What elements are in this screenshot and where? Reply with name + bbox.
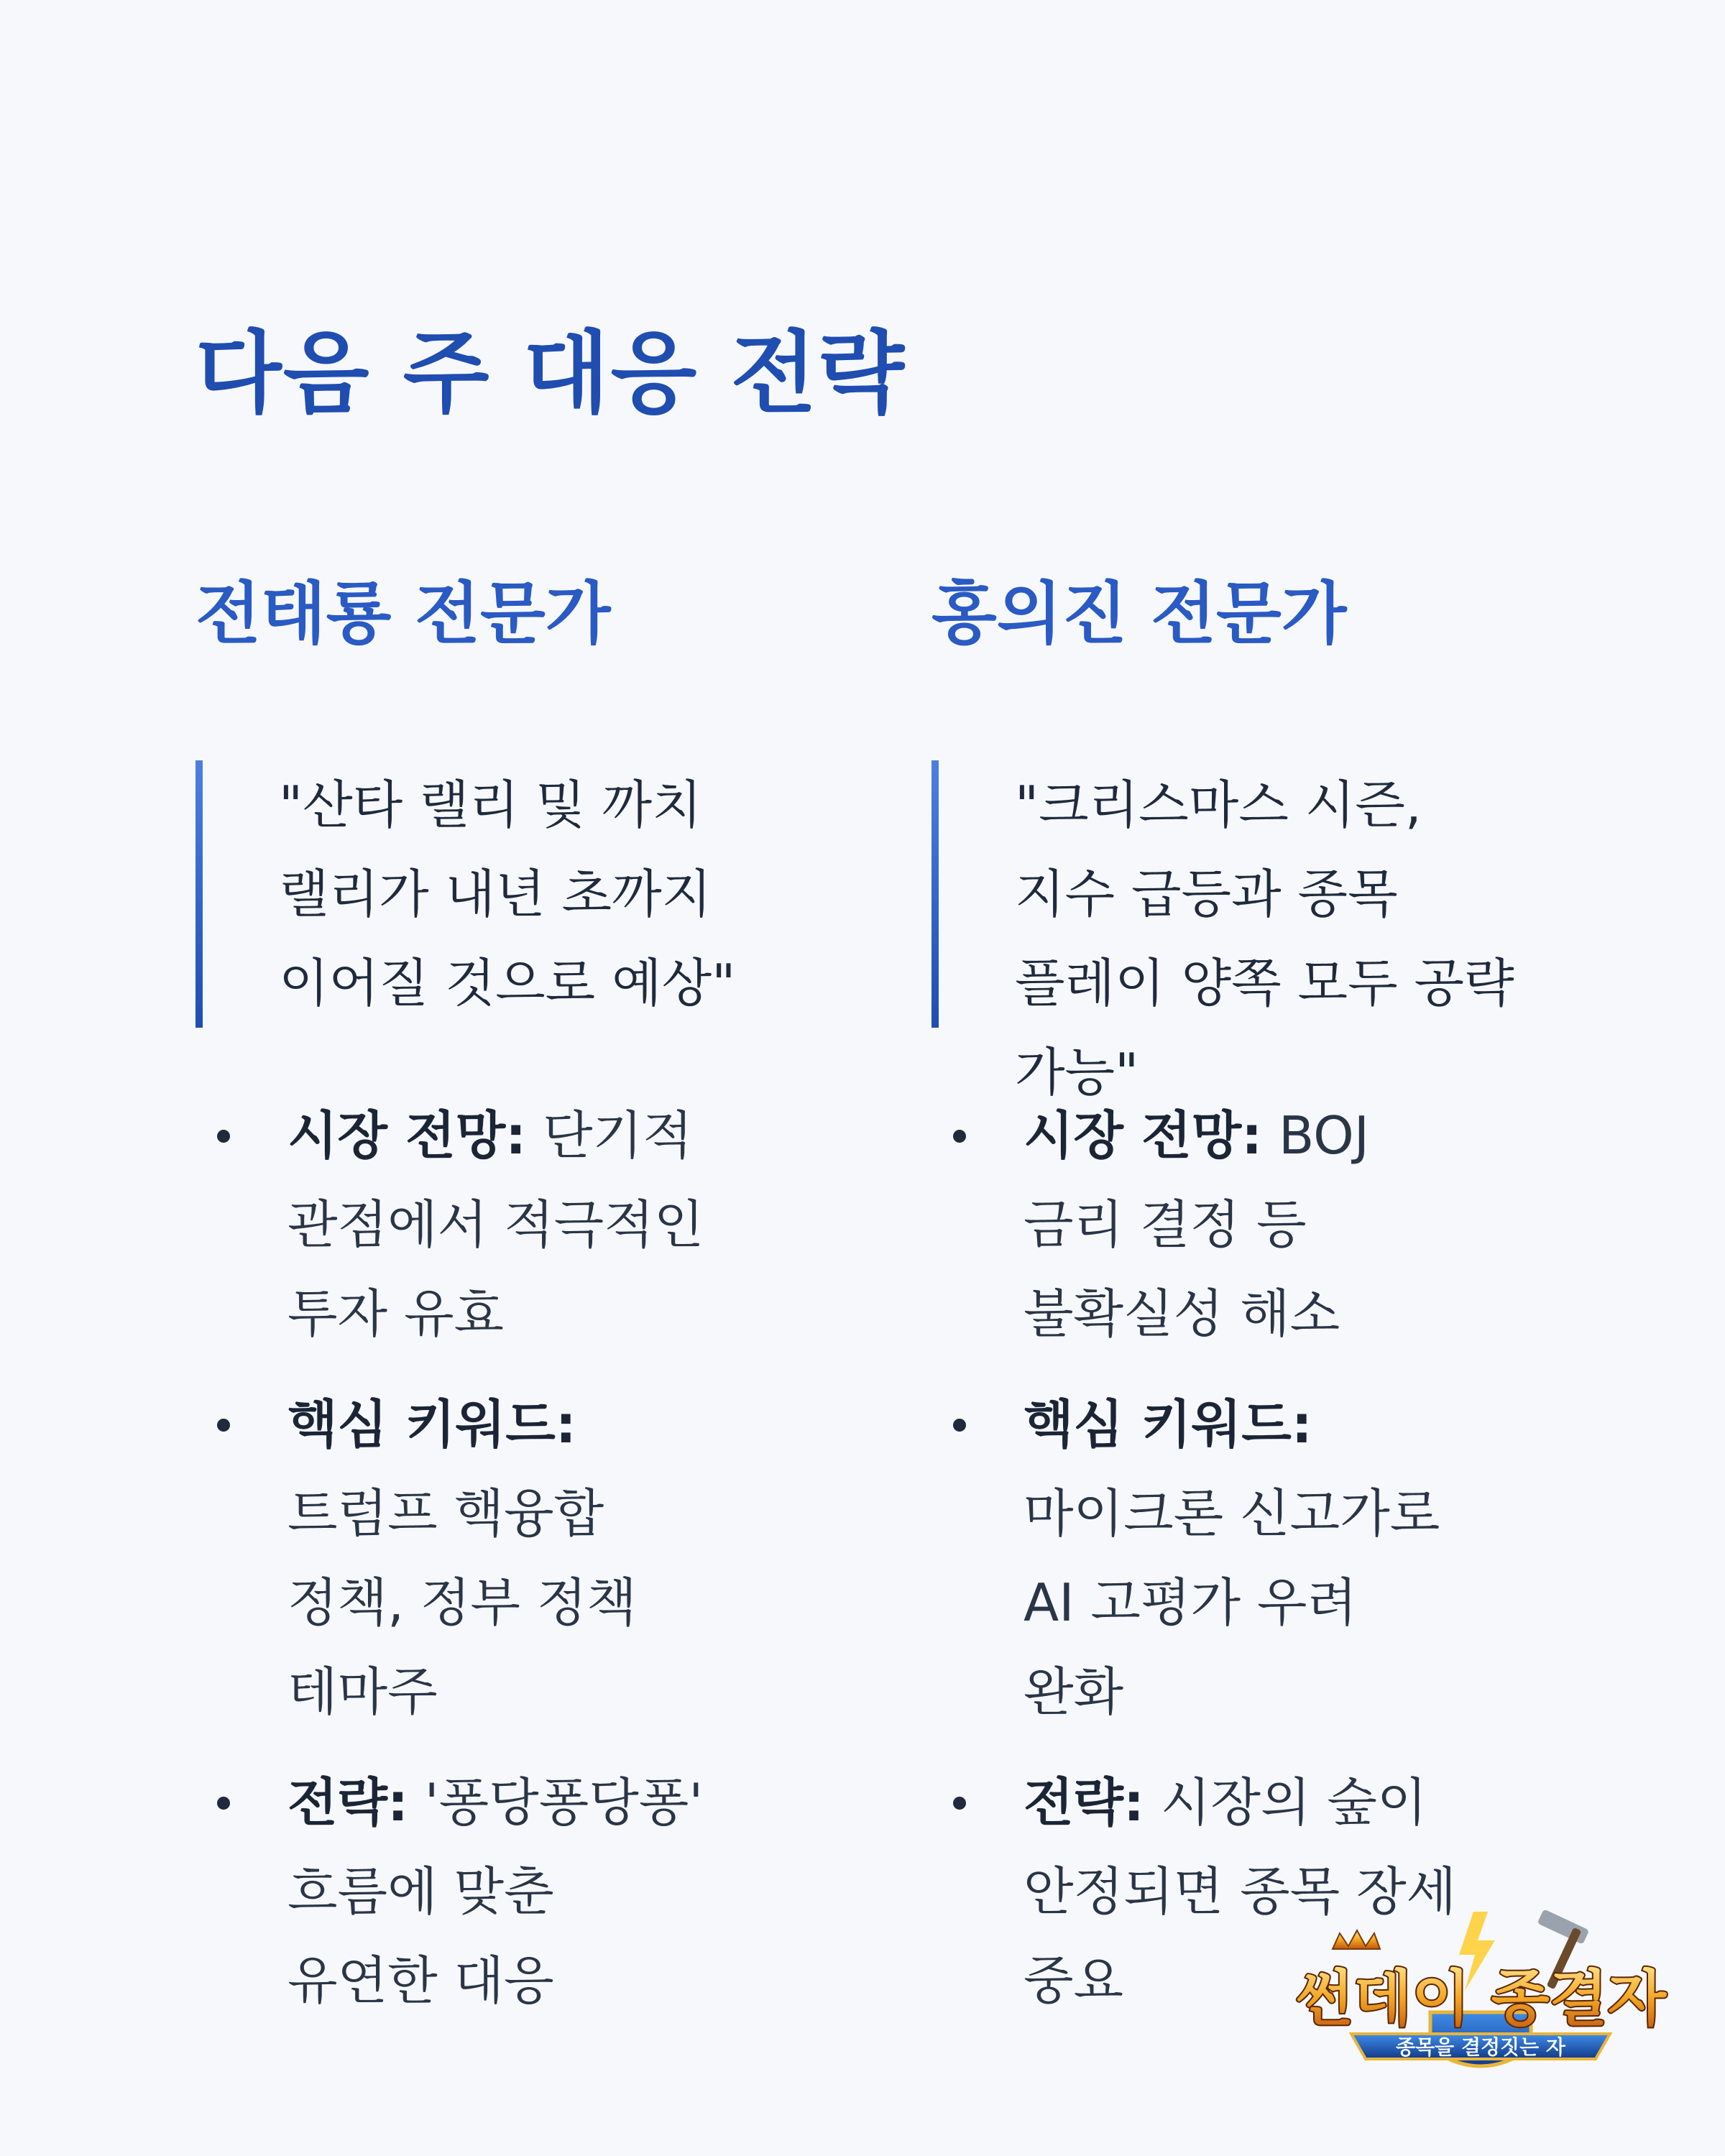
bullet-text: 트럼프 핵융합 정책, 정부 정책 테마주 [288, 1483, 637, 1722]
expert-name: 홍의진 전문가 [932, 575, 1347, 653]
bullet-dot-icon [217, 1130, 230, 1143]
bullet-text: '퐁당퐁당퐁' 흐름에 맞춘 유연한 대응 [288, 1772, 704, 2011]
list-item [932, 1091, 1469, 1358]
bullet-label: 시장 전망: [288, 1105, 527, 1166]
quote-text: "산타 랠리 및 까치 랠리가 내년 초까지 이어질 것으로 예상" [279, 775, 736, 1013]
brand-logo [1294, 1904, 1667, 2084]
quote-text: "크리스마스 시즌, 지수 급등과 종목 플레이 양쪽 모두 공략 가능" [1015, 775, 1514, 1102]
bullet-dot-icon [217, 1797, 230, 1810]
list-item [196, 1091, 719, 1358]
list-item [196, 1758, 719, 2025]
expert-name: 전태룡 전문가 [196, 575, 611, 653]
bullet-text: 단기적 관점에서 적극적인 투자 유효 [288, 1105, 704, 1344]
page-title: 다음 주 대응 전략 [196, 322, 906, 425]
expert-column-jeon [196, 568, 814, 2047]
logo-main-text: 썬데이 종결자 [1294, 1963, 1667, 2034]
list-item [196, 1380, 719, 1736]
bullet-label: 전략: [288, 1772, 408, 1833]
expert-quote [196, 760, 814, 1028]
bullet-list [932, 1091, 1550, 2025]
logo-sub-text: 종목을 결정짓는 자 [1396, 2035, 1565, 2059]
bullet-dot-icon [953, 1130, 966, 1143]
bullet-dot-icon [953, 1419, 966, 1432]
bullet-label: 핵심 키워드: [288, 1394, 576, 1455]
list-item [932, 1380, 1469, 1736]
quote-bar [932, 760, 939, 1028]
bullet-dot-icon [953, 1797, 966, 1810]
expert-column-hong [932, 568, 1550, 2047]
bullet-label: 전략: [1024, 1772, 1144, 1833]
bullet-label: 핵심 키워드: [1024, 1394, 1312, 1455]
bullet-list [196, 1091, 814, 2025]
bullet-text: 시장의 숲이 안정되면 종목 장세 중요 [1024, 1772, 1457, 2011]
quote-bar [196, 760, 203, 1028]
expert-quote [932, 760, 1550, 1102]
bullet-text: 마이크론 신고가로 AI 고평가 우려 완화 [1024, 1483, 1440, 1722]
bullet-label: 시장 전망: [1024, 1105, 1263, 1166]
bullet-text: BOJ 금리 결정 등 불확실성 해소 [1024, 1105, 1370, 1344]
bullet-dot-icon [217, 1419, 230, 1432]
